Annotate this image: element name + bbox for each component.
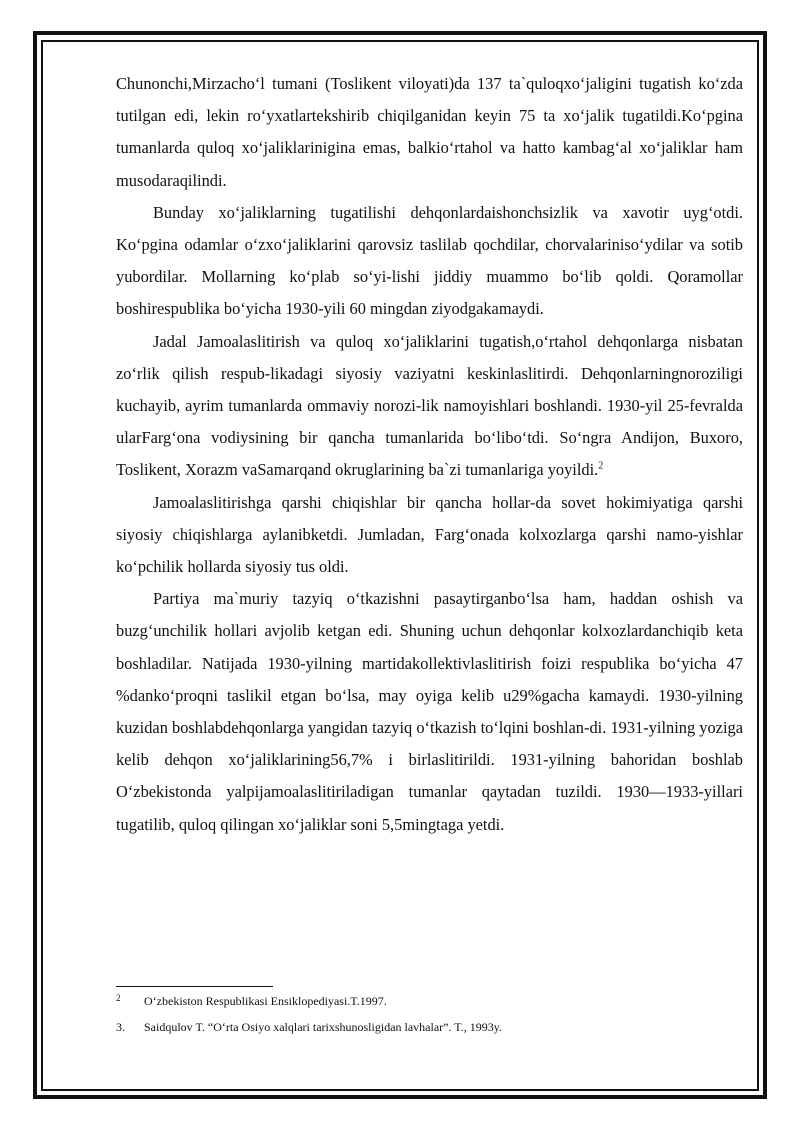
paragraph-text: Bunday xoʻjaliklarning tugatilishi dehqonlardaishonchsizlik va xavotir uygʻotdi. Koʻpgina odamlar oʻzxoʻjaliklarini qarovsiz taslilab qochdilar, chorvalariniso‘ydilar va sotib yubordilar. Mollarning koʻplab soʻyi-lishi jiddiy muammo boʻlib qoldi. Qoramollar boshirespublika boʻyicha 1930-yili 60 mingdan ziyodgakamaydi. [116,202,743,319]
paragraph-text: Chunonchi,Mirzachoʻl tumani (Toslikent viloyati)da 137 ta`quloqxoʻjaligini tugatish koʻzda tutilgan edi, lekin roʻyxatlartekshirib chiqilganidan keyin 75 ta xoʻjalik tugatildi.Koʻpgina tumanlarda quloq xoʻjaliklarinigina emas, balkioʻrtahol va hatto kambagʻal xoʻjaliklar ham musodaraqilindi. [116,74,743,190]
footnote-separator [116,986,273,987]
paragraph-text: Jamoalaslitirishga qarshi chiqishlar bir qancha hollar-da sovet hokimiyatiga qarshi siyosiy chiqishlarga aylanibketdi. Jumladan, Fargʻonada kolxozlarga qarshi namo-yishlar koʻpchilik hollarda siyosiy tus oldi. [116,492,743,577]
footnote [116,1019,736,1035]
paragraph [116,197,743,326]
paragraph [116,68,743,197]
paragraph [116,583,743,841]
footnote-mark: 2 [116,993,121,1003]
footnotes [116,990,736,1045]
footnote-mark: 3. [116,1020,125,1034]
footnote-text: Oʻzbekiston Respublikasi Ensiklopediyasi.T.1997. [144,994,387,1008]
footnote-text: Saidqulov T. “Oʻrta Osiyo xalqlari tarixshunosligidan lavhalar”. T., 1993y. [144,1020,502,1034]
document-body [116,68,743,841]
paragraph-text: Partiya ma`muriy tazyiq oʻtkazishni pasaytirganboʻlsa ham, haddan oshish va buzgʻunchilik hollari avjolib ketgan edi. Shuning uchun dehqonlar kolxozlardanchiqib keta boshladilar. Natijada 1930-yilning martidakollektivlaslitirish foizi respublika boʻyicha 47 %dankoʻproqni taslikil etgan boʻlsa, may oyiga kelib u29%gacha kamaydi. 1930-yilning kuzidan boshlabdehqonlarga yangidan tazyiq oʻtkazish toʻlqini boshlan-di. 1931-yilning yoziga kelib dehqon xoʻjaliklarining56,7% i birlaslitirildi. 1931-yilning bahoridan boshlab Oʻzbekistonda yalpijamoalaslitiriladigan tumanlar qaytadan tuzildi. 1930—1933-yillari tugatilib, quloq qilingan xoʻjaliklar soni 5,5mingtaga yetdi. [116,589,743,834]
paragraph-text: Jadal Jamoalaslitirish va quloq xoʻjaliklarini tugatish,oʻrtahol dehqonlarga nisbatan zoʻrlik qilish respub-likadagi siyosiy vaziyatni keskinlaslitirdi. Dehqonlarningnoroziligi kuchayib, ayrim tumanlarda ommaviy norozi-lik namoyishlari boshlandi. 1930-yil 25-fevralda ularFargʻona vodiysining bir qancha tumanlarida boʻliboʻtdi. Soʻngra Andijon, Buxoro, Toslikent, Xorazm vaSamarqand okruglarining ba`zi tumanlariga yoyildi. [116,331,743,480]
footnote [116,990,736,1009]
paragraph [116,326,743,487]
paragraph [116,487,743,584]
footnote-reference: 2 [598,460,604,472]
